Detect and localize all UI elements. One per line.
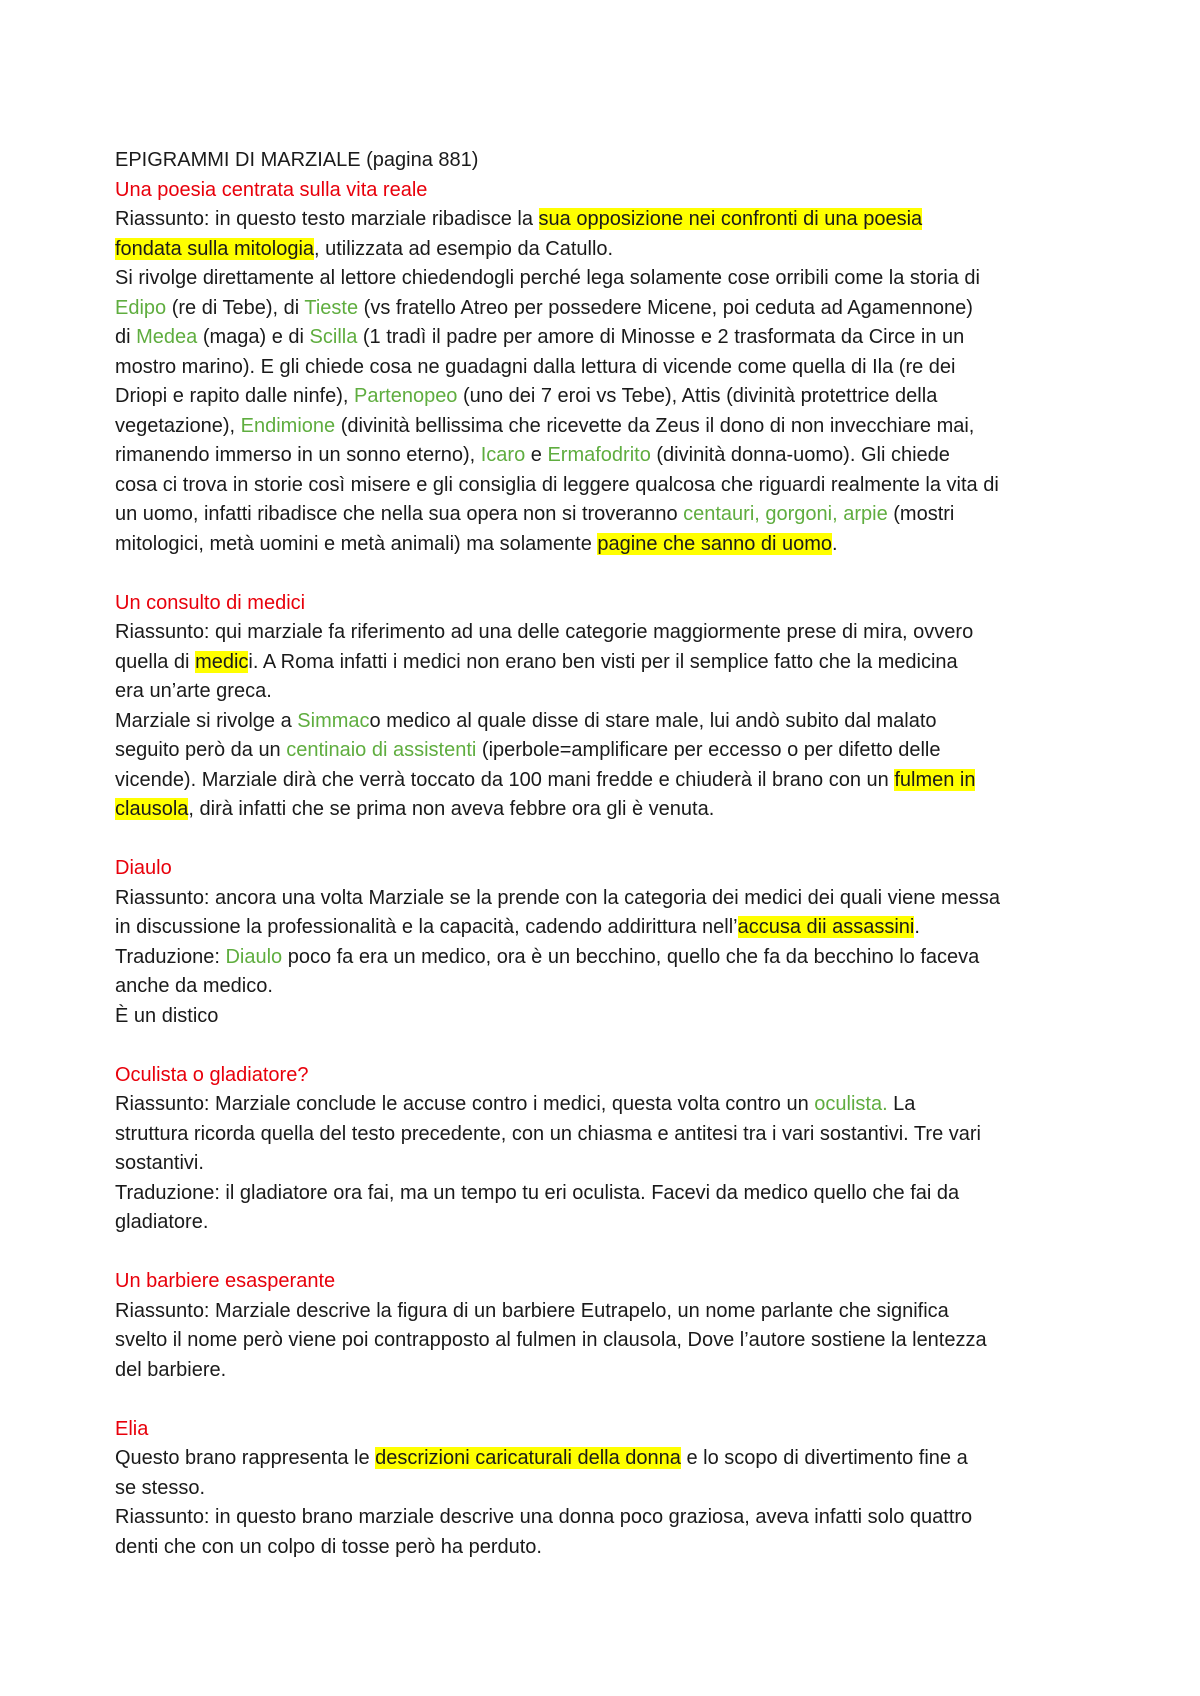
text-run: o medico al quale disse di stare male, lui andò subito dal malato <box>369 709 937 732</box>
text-line <box>115 736 1110 766</box>
text-run: se stesso. <box>115 1476 206 1499</box>
text-run: seguito però da un <box>115 739 287 761</box>
text-run: del barbiere. <box>115 1358 227 1381</box>
text-run: (vs fratello Atreo per possedere Micene, poi ceduta ad Agamennone) <box>358 296 973 319</box>
text-run: poco fa era un medico, ora è un becchino, quello che fa da becchino lo faceva <box>282 945 980 968</box>
text-run: Questo brano rappresenta le <box>115 1447 376 1469</box>
text-run: i. A Roma infatti i medici non erano ben visti per il semplice fatto che la medicina <box>248 650 958 673</box>
green-name-text: Scilla <box>309 326 358 348</box>
text-run: Elia <box>115 1417 149 1440</box>
text-run: Traduzione: <box>115 945 226 968</box>
text-run: era un’arte greca. <box>115 680 272 702</box>
text-run: struttura ricorda quella del testo precedente, con un chiasma e antitesi tra i vari sostantivi. Tre vari <box>115 1122 981 1145</box>
highlighted-text: accusa dii assassini <box>737 916 915 938</box>
text-line <box>115 677 1110 707</box>
text-run: (uno dei 7 eroi vs Tebe), Attis (divinità protettrice della <box>457 385 938 407</box>
highlighted-text: pagine che sanno di uomo <box>597 532 833 555</box>
paragraph-spacer <box>115 1385 1110 1415</box>
text-line <box>115 471 1110 501</box>
green-name-text: Icaro <box>480 444 526 466</box>
green-name-text: oculista. <box>814 1093 888 1115</box>
text-line <box>115 766 1110 796</box>
text-run: Riassunto: in questo testo marziale ribadisce la <box>115 208 539 230</box>
text-line <box>115 205 1110 235</box>
text-run: La <box>887 1093 916 1115</box>
text-run: Riassunto: qui marziale fa riferimento ad una delle categorie maggiormente prese di mira, ovvero <box>115 621 974 643</box>
green-name-text: centauri, gorgoni, arpie <box>683 503 888 525</box>
text-run: (divinità bellissima che ricevette da Zeus il dono di non invecchiare mai, <box>335 414 975 437</box>
text-line <box>115 1533 1110 1563</box>
text-run: (maga) e di <box>197 326 310 348</box>
text-line <box>115 1149 1110 1179</box>
text-run: Una poesia centrata sulla vita reale <box>115 178 428 201</box>
section-heading <box>115 1267 1110 1297</box>
text-run: quella di <box>115 650 196 673</box>
text-line <box>115 500 1110 530</box>
text-run: EPIGRAMMI DI MARZIALE (pagina 881) <box>115 149 479 171</box>
text-line <box>115 1326 1110 1356</box>
text-line <box>115 1002 1110 1032</box>
text-line <box>115 1208 1110 1238</box>
text-line <box>115 913 1110 943</box>
text-line <box>115 1444 1110 1474</box>
text-run: e lo scopo di divertimento fine a <box>680 1447 968 1469</box>
highlighted-text: fulmen in <box>894 768 976 791</box>
paragraph-spacer <box>115 1031 1110 1061</box>
section-heading <box>115 589 1110 619</box>
green-name-text: Tieste <box>304 296 359 319</box>
text-run: (iperbole=amplificare per eccesso o per difetto delle <box>476 739 941 761</box>
text-run: in discussione la professionalità e la capacità, cadendo addirittura nell’ <box>115 916 738 938</box>
section-heading <box>115 176 1110 206</box>
text-line <box>115 235 1110 265</box>
text-run: svelto il nome però viene poi contrapposto al fulmen in clausola, Dove l’autore sostiene la lentezza <box>115 1329 987 1351</box>
text-line <box>115 1090 1110 1120</box>
highlighted-text: fondata sulla mitologia <box>115 237 315 260</box>
text-line <box>115 618 1110 648</box>
text-line <box>115 264 1110 294</box>
text-run: Traduzione: il gladiatore ora fai, ma un tempo tu eri oculista. Facevi da medico quello che fai da <box>115 1181 960 1204</box>
text-line <box>115 353 1110 383</box>
highlighted-text: descrizioni caricaturali della donna <box>375 1447 681 1469</box>
text-run: (re di Tebe), di <box>166 296 305 319</box>
highlighted-text: clausola <box>115 798 189 820</box>
green-name-text: Endimione <box>240 414 336 437</box>
text-line <box>115 323 1110 353</box>
text-run: Riassunto: Marziale descrive la figura di un barbiere Eutrapelo, un nome parlante che significa <box>115 1299 949 1322</box>
green-name-text: Diaulo <box>225 945 283 968</box>
text-line <box>115 1474 1110 1504</box>
text-run: (mostri <box>887 503 955 525</box>
text-run: Riassunto: ancora una volta Marziale se la prende con la categoria dei medici dei quali viene messa <box>115 886 1000 909</box>
text-run: , dirà infatti che se prima non aveva febbre ora gli è venuta. <box>188 798 715 820</box>
green-name-text: Simmac <box>297 709 370 732</box>
text-run: Si rivolge direttamente al lettore chiedendogli perché lega solamente cose orribili come la storia di <box>115 267 980 289</box>
text-run: Un barbiere esasperante <box>115 1270 336 1292</box>
paragraph-spacer <box>115 825 1110 855</box>
highlighted-text: sua opposizione nei confronti di una poesia <box>538 208 923 230</box>
text-run: denti che con un colpo di tosse però ha perduto. <box>115 1535 542 1558</box>
green-name-text: Edipo <box>115 296 167 319</box>
section-heading <box>115 1061 1110 1091</box>
text-line <box>115 1356 1110 1386</box>
text-run: vicende). Marziale dirà che verrà toccato da 100 mani fredde e chiuderà il brano con un <box>115 768 895 791</box>
text-line <box>115 1503 1110 1533</box>
text-run: Un consulto di medici <box>115 591 306 614</box>
text-run: È un distico <box>115 1004 219 1027</box>
text-run: di <box>115 326 137 348</box>
highlighted-text: medic <box>195 650 249 673</box>
text-run: cosa ci trova in storie così misere e gli consiglia di leggere qualcosa che riguardi realmente la vita di <box>115 473 999 496</box>
text-run: (1 tradì il padre per amore di Minosse e 2 trasformata da Circe in un <box>357 326 965 348</box>
text-run: un uomo, infatti ribadisce che nella sua opera non si troveranno <box>115 503 684 525</box>
text-line <box>115 1120 1110 1150</box>
text-run: (divinità donna-uomo). Gli chiede <box>650 444 950 466</box>
text-run: mitologici, metà uomini e metà animali) ma solamente <box>115 532 598 555</box>
text-run: , utilizzata ad esempio da Catullo. <box>314 237 614 260</box>
text-run: sostantivi. <box>115 1152 204 1174</box>
text-line <box>115 707 1110 737</box>
text-line <box>115 294 1110 324</box>
text-run: anche da medico. <box>115 975 273 997</box>
text-line <box>115 943 1110 973</box>
text-run: gladiatore. <box>115 1211 209 1233</box>
text-run: Diaulo <box>115 857 172 879</box>
document-body <box>115 146 1110 1562</box>
text-run: e <box>525 444 548 466</box>
green-name-text: Medea <box>136 326 198 348</box>
text-run: Riassunto: in questo brano marziale descrive una donna poco graziosa, aveva infatti solo quattro <box>115 1506 973 1528</box>
text-run: . <box>832 532 838 555</box>
text-run: Marziale si rivolge a <box>115 709 298 732</box>
paragraph-spacer <box>115 1238 1110 1268</box>
text-line <box>115 795 1110 825</box>
paragraph-spacer <box>115 559 1110 589</box>
text-line <box>115 530 1110 560</box>
text-run: Riassunto: Marziale conclude le accuse contro i medici, questa volta contro un <box>115 1093 815 1115</box>
text-run: Driopi e rapito dalle ninfe), <box>115 385 355 407</box>
text-line <box>115 972 1110 1002</box>
text-line <box>115 1179 1110 1209</box>
text-line <box>115 382 1110 412</box>
green-name-text: centinaio di assistenti <box>286 739 477 761</box>
green-name-text: Partenopeo <box>354 385 458 407</box>
text-line <box>115 441 1110 471</box>
section-heading <box>115 854 1110 884</box>
text-run: vegetazione), <box>115 414 241 437</box>
text-run: rimanendo immerso in un sonno eterno), <box>115 444 481 466</box>
text-line <box>115 1297 1110 1327</box>
section-heading <box>115 1415 1110 1445</box>
text-run: mostro marino). E gli chiede cosa ne guadagni dalla lettura di vicende come quella di Ila (re dei <box>115 355 956 378</box>
text-line <box>115 648 1110 678</box>
text-line <box>115 412 1110 442</box>
text-run: . <box>914 916 920 938</box>
green-name-text: Ermafodrito <box>547 444 651 466</box>
text-line <box>115 884 1110 914</box>
text-line <box>115 146 1110 176</box>
text-run: Oculista o gladiatore? <box>115 1063 309 1086</box>
